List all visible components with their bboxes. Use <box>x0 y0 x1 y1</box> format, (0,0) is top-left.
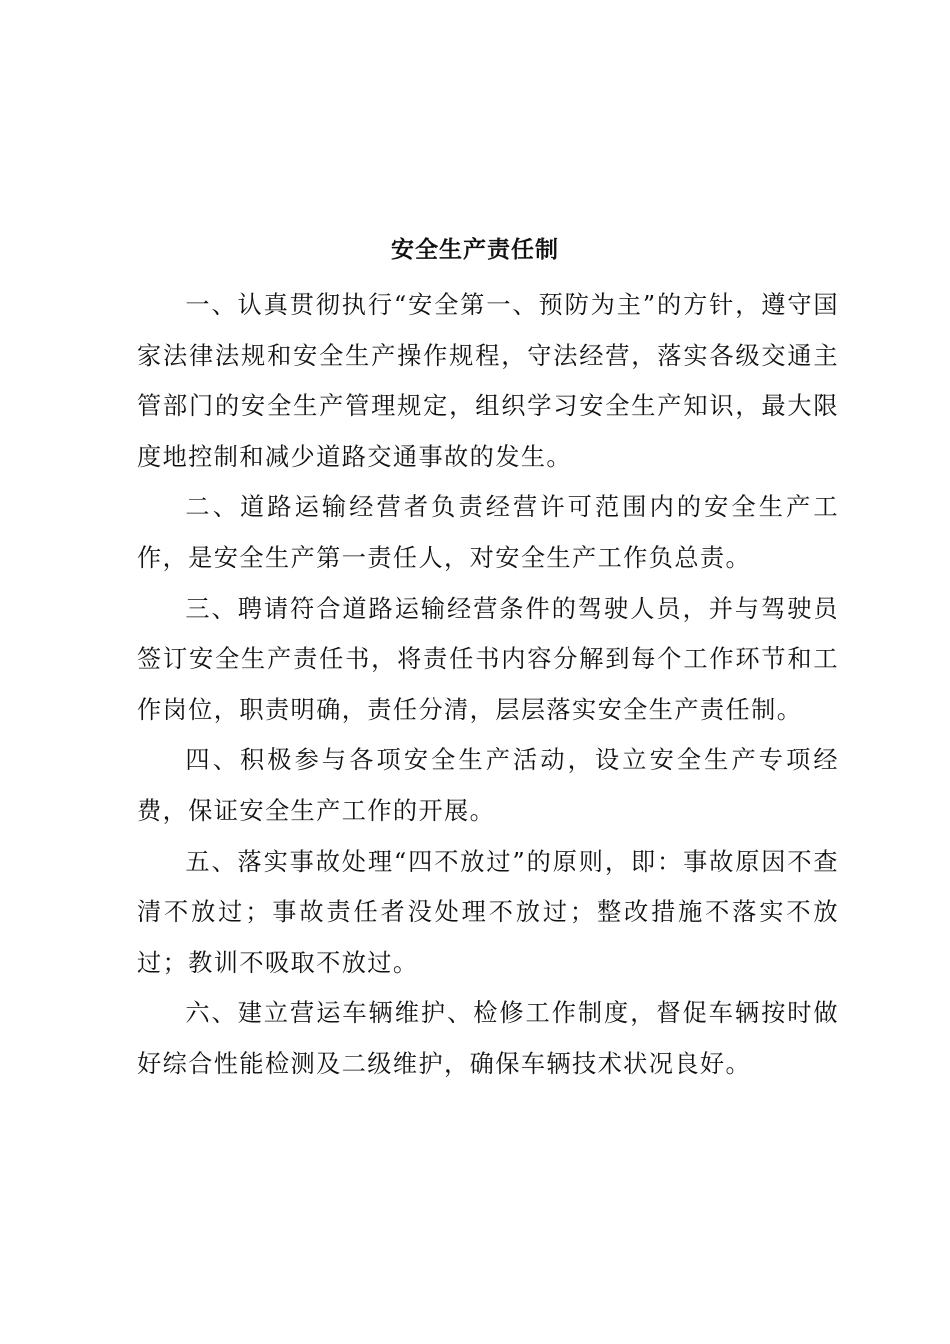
paragraph-3: 三、聘请符合道路运输经营条件的驾驶人员，并与驾驶员签订安全生产责任书，将责任书内容分解到每个工作环节和工作岗位，职责明确，责任分清，层层落实安全生产责任制。 <box>137 594 839 724</box>
paragraph-6: 六、建立营运车辆维护、检修工作制度，督促车辆按时做好综合性能检测及二级维护，确保车辆技术状况良好。 <box>137 999 839 1078</box>
paragraph-1: 一、认真贯彻执行“安全第一、预防为主”的方针，遵守国家法律法规和安全生产操作规程，守法经营，落实各级交通主管部门的安全生产管理规定，组织学习安全生产知识，最大限度地控制和减少道路交通事故的发生。 <box>137 291 839 471</box>
paragraph-4: 四、积极参与各项安全生产活动，设立安全生产专项经费，保证安全生产工作的开展。 <box>137 746 839 825</box>
paragraph-5: 五、落实事故处理“四不放过”的原则，即：事故原因不查清不放过；事故责任者没处理不放过；整改措施不落实不放过；教训不吸取不放过。 <box>137 847 839 977</box>
paragraph-2: 二、道路运输经营者负责经营许可范围内的安全生产工作，是安全生产第一责任人，对安全生产工作负总责。 <box>137 493 839 572</box>
document-title: 安全生产责任制 <box>391 236 559 263</box>
document-body <box>137 280 839 1090</box>
